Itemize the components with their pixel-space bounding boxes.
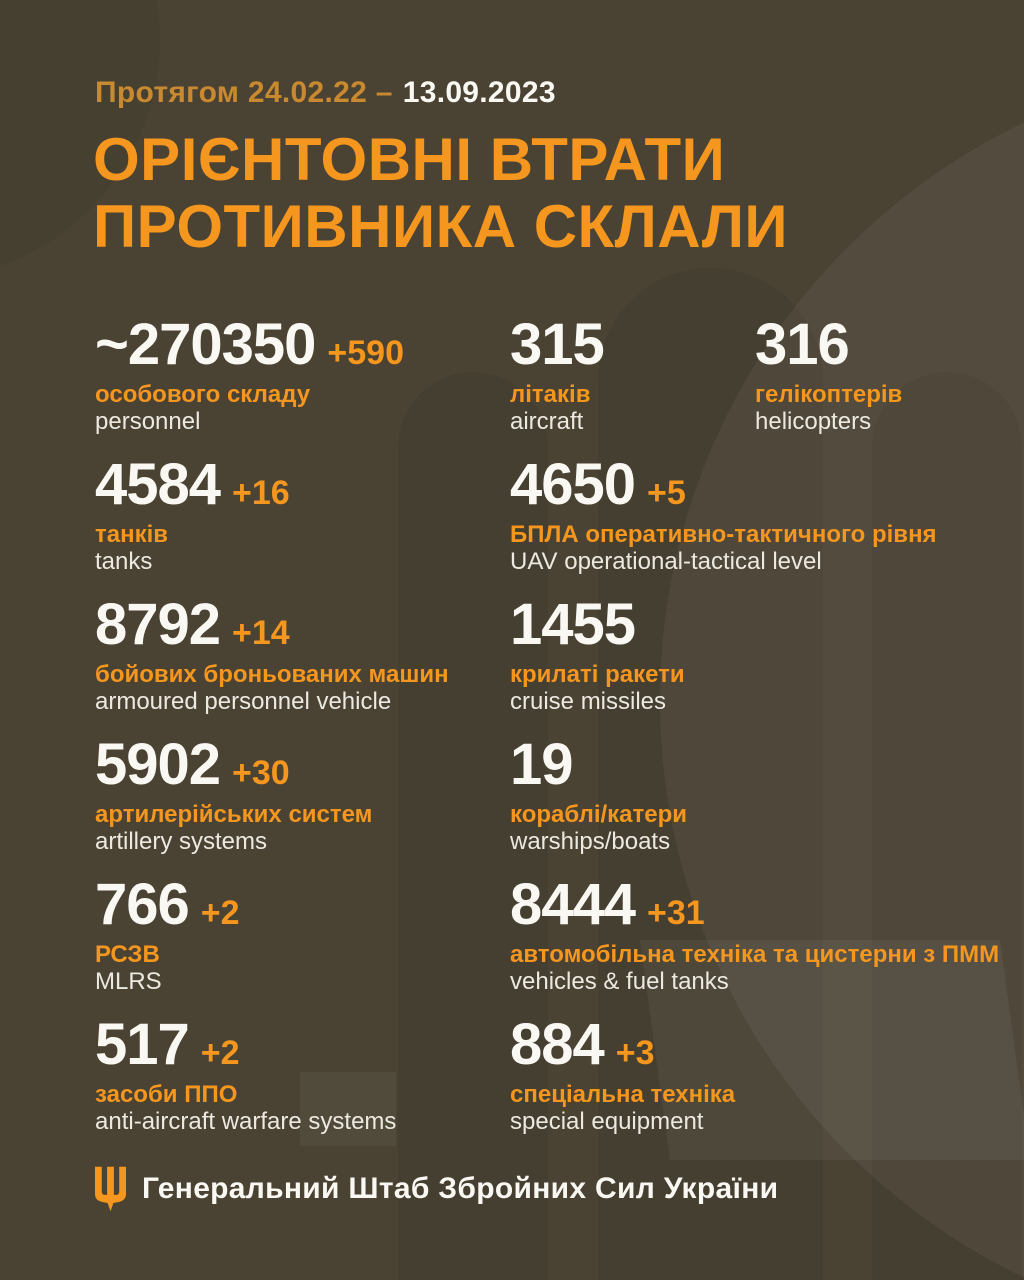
stat-label-uk: кораблі/катери	[510, 801, 688, 828]
stat-value: 19	[510, 732, 573, 797]
page-title	[93, 126, 788, 260]
stat-value: 884	[510, 1012, 604, 1077]
stat-armoured-vehicles	[95, 594, 510, 734]
stat-label-uk: РСЗВ	[95, 941, 160, 968]
footer-org-name: Генеральний Штаб Збройних Сил України	[142, 1172, 779, 1205]
stat-label-en: vehicles & fuel tanks	[510, 968, 729, 995]
stat-special-equipment	[510, 1014, 999, 1154]
stat-artillery	[95, 734, 510, 874]
stat-value-line	[510, 874, 999, 936]
stat-label-en: cruise missiles	[510, 688, 667, 715]
stat-value: 766	[95, 872, 189, 937]
title-line-1: ОРІЄНТОВНІ ВТРАТИ	[93, 126, 726, 193]
stat-value-line	[95, 594, 510, 656]
stat-value: 4650	[510, 452, 636, 517]
stat-label-uk: особового складу	[95, 381, 311, 408]
stat-label-uk: автомобільна техніка та цистерни з ПММ	[510, 941, 1000, 968]
stat-label-en: artillery systems	[95, 828, 268, 855]
report-date: 13.09.2023	[402, 76, 556, 109]
stat-label-uk: гелікоптерів	[755, 381, 903, 408]
losses-grid	[95, 314, 999, 1154]
stat-label-en: UAV operational-tactical level	[510, 548, 822, 575]
stat-label-en: helicopters	[755, 408, 872, 435]
stat-anti-aircraft	[95, 1014, 510, 1154]
stat-label-uk: спеціальна техніка	[510, 1081, 736, 1108]
stat-helicopters	[755, 314, 999, 454]
stat-delta: +16	[232, 474, 290, 512]
stat-label-en: personnel	[95, 408, 201, 435]
stat-vehicles-fuel-tanks	[510, 874, 999, 1014]
stat-delta: +590	[327, 334, 405, 372]
stat-label-en: anti-aircraft warfare systems	[95, 1108, 397, 1135]
stat-value: 517	[95, 1012, 189, 1077]
stat-mlrs	[95, 874, 510, 1014]
stat-value: 8792	[95, 592, 221, 657]
stat-delta: +3	[615, 1034, 655, 1072]
stat-delta: +2	[200, 1034, 240, 1072]
stat-value: ~270350	[95, 312, 316, 377]
stat-value-line	[510, 1014, 999, 1076]
stat-tanks	[95, 454, 510, 594]
stat-uav	[510, 454, 999, 594]
footer	[95, 1166, 778, 1212]
stat-value-line	[510, 594, 999, 656]
stat-label-en: tanks	[95, 548, 153, 575]
period-prefix: Протягом 24.02.22 –	[95, 76, 393, 109]
title-line-2: ПРОТИВНИКА СКЛАЛИ	[93, 193, 789, 260]
stat-label-uk: танків	[95, 521, 169, 548]
stat-value-line	[95, 1014, 510, 1076]
stat-delta: +14	[232, 614, 290, 652]
stat-delta: +2	[200, 894, 240, 932]
stat-value-line	[95, 454, 510, 516]
stat-delta: +31	[647, 894, 705, 932]
stat-value: 1455	[510, 592, 636, 657]
stat-label-en: MLRS	[95, 968, 162, 995]
stat-label-uk: крилаті ракети	[510, 661, 685, 688]
stat-label-uk: бойових броньованих машин	[95, 661, 449, 688]
stat-value: 315	[510, 312, 604, 377]
stat-value-line	[510, 734, 999, 796]
stat-warships	[510, 734, 999, 874]
stat-label-en: special equipment	[510, 1108, 704, 1135]
stat-value: 4584	[95, 452, 221, 517]
stat-personnel	[95, 314, 510, 454]
stat-label-uk: засоби ППО	[95, 1081, 238, 1108]
stat-value-line	[95, 734, 510, 796]
stat-aircraft	[510, 314, 755, 454]
stat-value-line	[755, 314, 999, 376]
stat-value-line	[95, 874, 510, 936]
stat-value-line	[510, 314, 755, 376]
stat-label-uk: літаків	[510, 381, 591, 408]
stat-label-uk: БПЛА оперативно-тактичного рівня	[510, 521, 937, 548]
stat-label-en: warships/boats	[510, 828, 671, 855]
stat-label-en: aircraft	[510, 408, 584, 435]
stat-value: 316	[755, 312, 849, 377]
stat-label-en: armoured personnel vehicle	[95, 688, 392, 715]
stat-delta: +5	[647, 474, 686, 512]
stat-value: 5902	[95, 732, 221, 797]
stat-delta: +30	[232, 754, 290, 792]
stat-value-line	[95, 314, 510, 376]
stat-value-line	[510, 454, 999, 516]
report-period	[95, 76, 556, 110]
stat-cruise-missiles	[510, 594, 999, 734]
tryzub-icon	[95, 1166, 126, 1212]
stat-value: 8444	[510, 872, 636, 937]
stat-label-uk: артилерійських систем	[95, 801, 373, 828]
